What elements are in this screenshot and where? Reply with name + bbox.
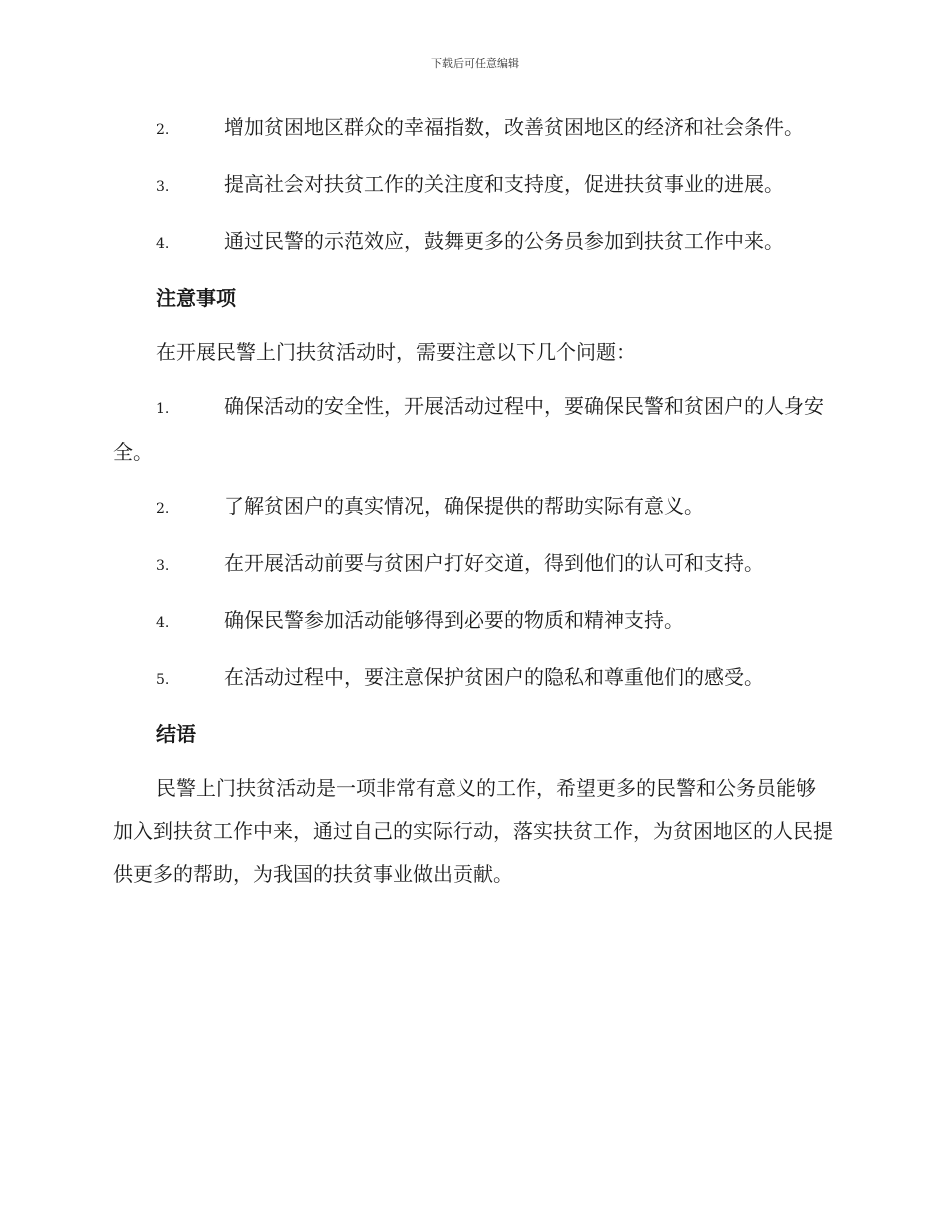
list-text: 提高社会对扶贫工作的关注度和支持度，促进扶贫事业的进展。 <box>224 172 784 196</box>
list-number: 2. <box>156 501 170 517</box>
list-item <box>113 385 835 474</box>
list-number: 3. <box>156 558 170 574</box>
list-item <box>113 542 835 588</box>
list-item <box>113 163 835 209</box>
conclusion-paragraph: 民警上门扶贫活动是一项非常有意义的工作，希望更多的民警和公务员能够加入到扶贫工作中来，通过自己的实际行动，落实扶贫工作，为贫困地区的人民提供更多的帮助，为我国的扶贫事业做出贡献。 <box>113 776 833 886</box>
list-text: 确保活动的安全性，开展活动过程中，要确保民警和贫困户的人身安全。 <box>113 394 824 464</box>
section-heading-conclusion: 结语 <box>156 722 196 746</box>
section-heading-notes: 注意事项 <box>156 286 236 310</box>
list-number: 4. <box>156 615 170 631</box>
list-number: 2. <box>156 122 170 138</box>
list-number: 3. <box>156 179 170 195</box>
list-text: 在活动过程中，要注意保护贫困户的隐私和尊重他们的感受。 <box>224 665 764 689</box>
list-item <box>113 599 835 645</box>
header-note: 下载后可任意编辑 <box>431 57 519 70</box>
list-number: 1. <box>156 401 170 417</box>
list-item <box>113 220 835 266</box>
list-item <box>113 106 835 152</box>
list-text: 在开展活动前要与贫困户打好交道，得到他们的认可和支持。 <box>224 551 764 575</box>
list-text: 增加贫困地区群众的幸福指数，改善贫困地区的经济和社会条件。 <box>224 115 804 139</box>
list-text: 了解贫困户的真实情况，确保提供的帮助实际有意义。 <box>224 494 704 518</box>
list-number: 5. <box>156 672 170 688</box>
list-text: 确保民警参加活动能够得到必要的物质和精神支持。 <box>224 608 684 632</box>
document-body <box>113 106 835 907</box>
list-number: 4. <box>156 236 170 252</box>
list-item <box>113 656 835 702</box>
list-text: 通过民警的示范效应，鼓舞更多的公务员参加到扶贫工作中来。 <box>224 229 784 253</box>
list-item <box>113 485 835 531</box>
section-intro: 在开展民警上门扶贫活动时，需要注意以下几个问题： <box>156 340 636 364</box>
